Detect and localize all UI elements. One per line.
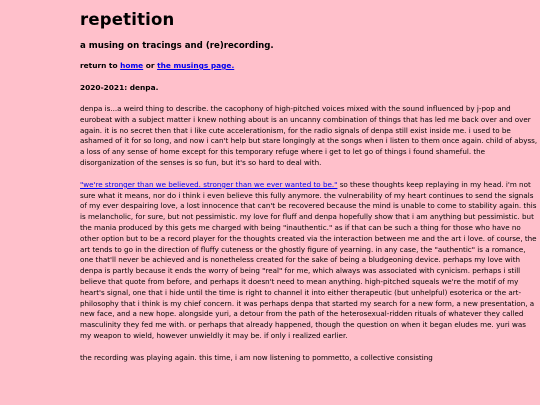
nav-middle: or — [143, 61, 158, 70]
paragraph-2-text: so these thoughts keep replaying in my head. i'm not sure what it means, nor do i think i even believe this fully anymore. the vulnerability of my heart continues to send the signals of my ever despairing love, a lost innocence that can't be recovered because the mind is unable to come to stability again. this is melancholic, for sure, but not pessimistic. my love for fluff and denpa hopefully show that i am anything but pessimistic. but the mania produced by this gets me charged with being "inauthentic." as if that can be such a thing for those who have no other option but to be a record player for the thoughts created via the interaction between me and the art i love. of course, the art tends to go in the direction of fluffy cuteness or the ghostly figure of yearning. in any case, the "authentic" is a romance, one that'll never be achieved and is nonetheless created for the sake of being a bludgeoning device. perhaps my love with denpa is partly because it ends the worry of being "real" for me, which always was associated with cynicism. perhaps i still believe that quote from before, and perhaps it doesn't need to mean anything. high-pitched squeals we're the motif of my heart's signal, one that i hide until the time is right to channel it into either therapeutic (but unhelpful) esoterica or the art-philosophy that i think is my chief concern. it was perhaps denpa that started my search for a new form, a new presentation, a new face, and a new hope. alongside yuri, a detour from the path of the heterosexual-ridden rituals of whatever they called masculinity they fed me with. or perhaps that already happened, though the question on when it began eludes me. yuri was my weapon to wield, however unwieldly it may be. if only i realized earlier. — [80, 179, 537, 340]
page-subtitle: a musing on tracings and (re)recording. — [80, 41, 274, 51]
page-title: repetition — [80, 10, 175, 29]
paragraph-1: denpa is...a weird thing to describe. the cacophony of high-pitched voices mixed with the sound influenced by j-pop and eurobeat with a subject matter i knew nothing about is an uncanny combination of things that has led me back over and over again. it is no secret then that i like cute accelerationism, for the radio signals of denpa still exist inside me. i used to be ashamed of it for so long, and now i can't help but stare longingly at the songs when i listen to them once again. child of abyss, a loss of any sense of home except for this temporary refuge where i get to let go of things i found shameful. the disorganization of the senses is so fun, but it's so hard to deal with. — [80, 104, 538, 167]
return-nav — [80, 61, 540, 71]
quote-link[interactable]: "we're stronger than we believed. stronger than we ever wanted to be." — [80, 179, 338, 189]
paragraph-3: the recording was playing again. this time, i am now listening to pommetto, a collective consisting — [80, 352, 433, 362]
paragraph-2 — [80, 180, 538, 342]
musings-link[interactable]: the musings page. — [157, 61, 235, 70]
home-link[interactable]: home — [120, 61, 144, 70]
page-content — [80, 0, 540, 364]
section-heading: 2020-2021: denpa. — [80, 83, 159, 92]
nav-prefix: return to — [80, 61, 121, 70]
